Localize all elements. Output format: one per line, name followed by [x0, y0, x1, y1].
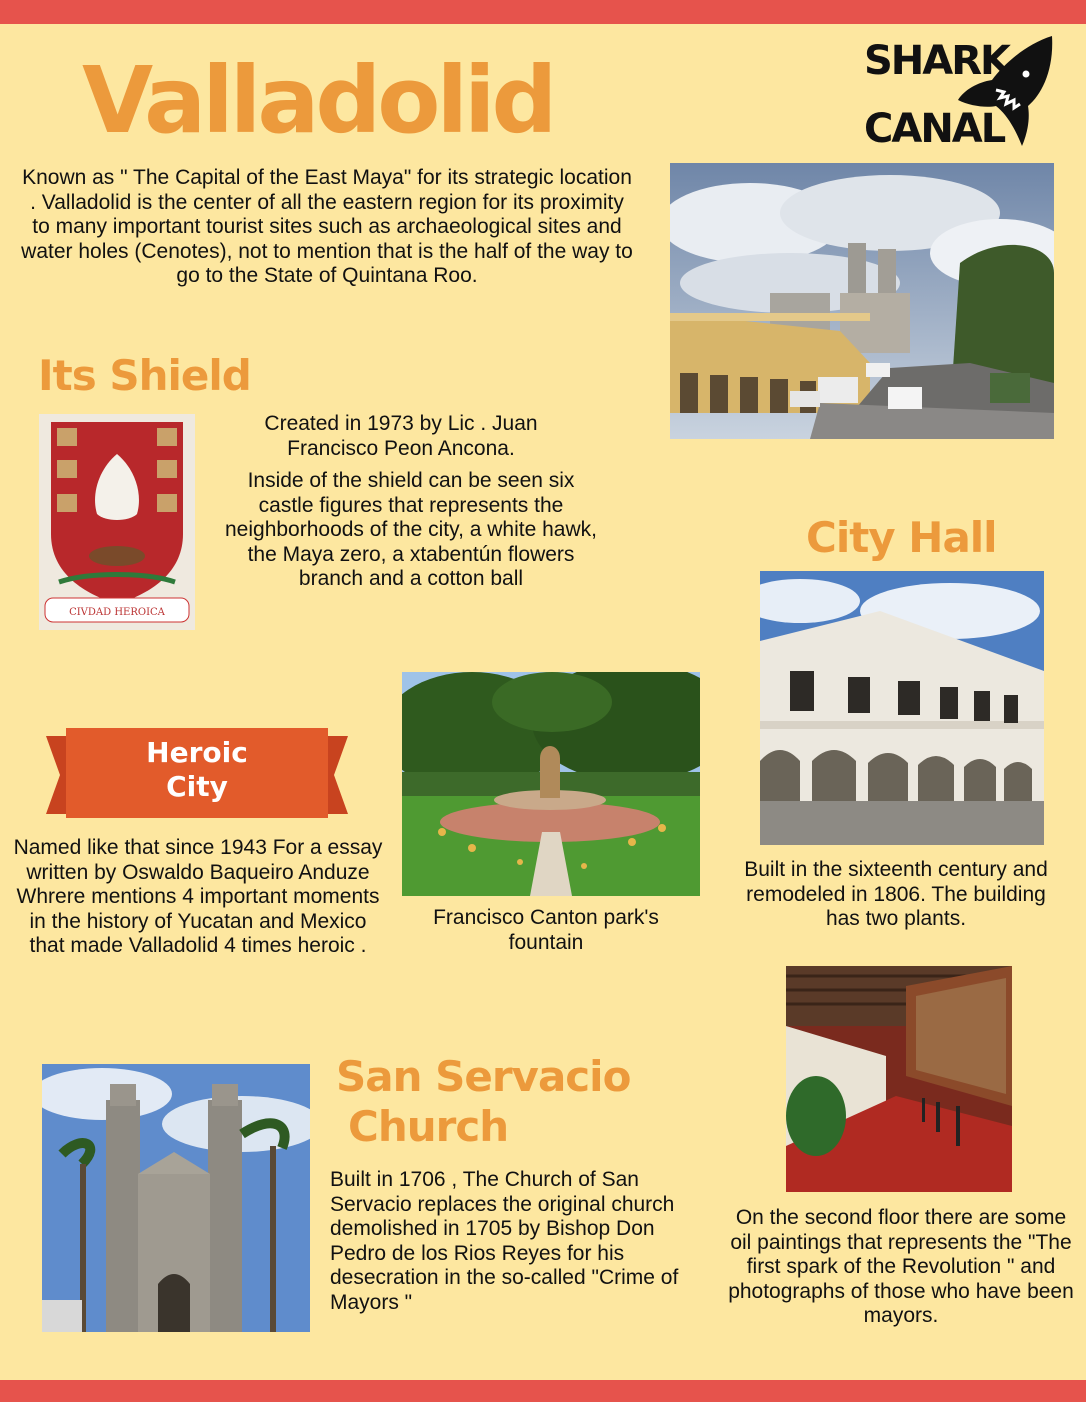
heroic-city-ribbon [46, 728, 348, 822]
shield-text-1: Created in 1973 by Lic . Juan Francisco Peon Ancona. [264, 412, 538, 460]
shield-photo [39, 414, 195, 630]
church-heading-line1: San Servacio [336, 1052, 631, 1101]
church-heading-line2: Church [348, 1102, 509, 1151]
church-text: Built in 1706 , The Church of San Servacio replaces the original church demolished in 1705 by Bishop Don Pedro de los Rios Reyes for his desecration in the so-called "Crime of Mayors " [330, 1168, 679, 1314]
park-caption: Francisco Canton park's fountain [433, 906, 659, 954]
page-title: Valladolid [82, 47, 554, 154]
shield-heading: Its Shield [38, 351, 251, 400]
second-floor-text: On the second floor there are some oil paintings that represents the "The first spark of the Revolution " and photographs of those who have been mayors. [728, 1206, 1074, 1328]
bottom-bar [0, 1380, 1086, 1402]
park-fountain-photo [402, 672, 700, 896]
logo-line1: SHARK [864, 38, 1010, 84]
shark-icon [956, 34, 1058, 150]
hallway-paintings-photo [786, 966, 1012, 1192]
ribbon-line1: Heroic [146, 736, 248, 769]
street-cathedral-photo [670, 163, 1054, 439]
shark-canal-logo [858, 34, 1058, 152]
intro-paragraph: Known as " The Capital of the East Maya" for its strategic location . Valladolid is the center of all the eastern region for its proximity to many important tourist sites such as archaeological sites and water holes (Cenotes), not to mention that is the half of the way to go to the State of Quintana Roo. [21, 166, 633, 288]
ribbon-line2: City [166, 770, 228, 803]
heroic-city-text: Named like that since 1943 For a essay written by Oswaldo Baqueiro Anduze Whrere mentions 4 important moments in the history of Yucatan and Mexico that made Valladolid 4 times heroic . [13, 836, 383, 958]
shield-scroll-text: CIVDAD HEROICA [69, 607, 165, 618]
city-hall-photo [760, 571, 1044, 845]
city-hall-heading: City Hall [806, 513, 997, 562]
shield-text-2: Inside of the shield can be seen six castle figures that represents the neighborhoods of the city, a white hawk, the Maya zero, a xtabentún flowers branch and a cotton ball [224, 469, 597, 591]
city-hall-text: Built in the sixteenth century and remodeled in 1806. The building has two plants. [744, 858, 1048, 931]
logo-line2: CANAL [864, 106, 1005, 152]
church-photo [42, 1064, 310, 1332]
top-bar [0, 0, 1086, 24]
